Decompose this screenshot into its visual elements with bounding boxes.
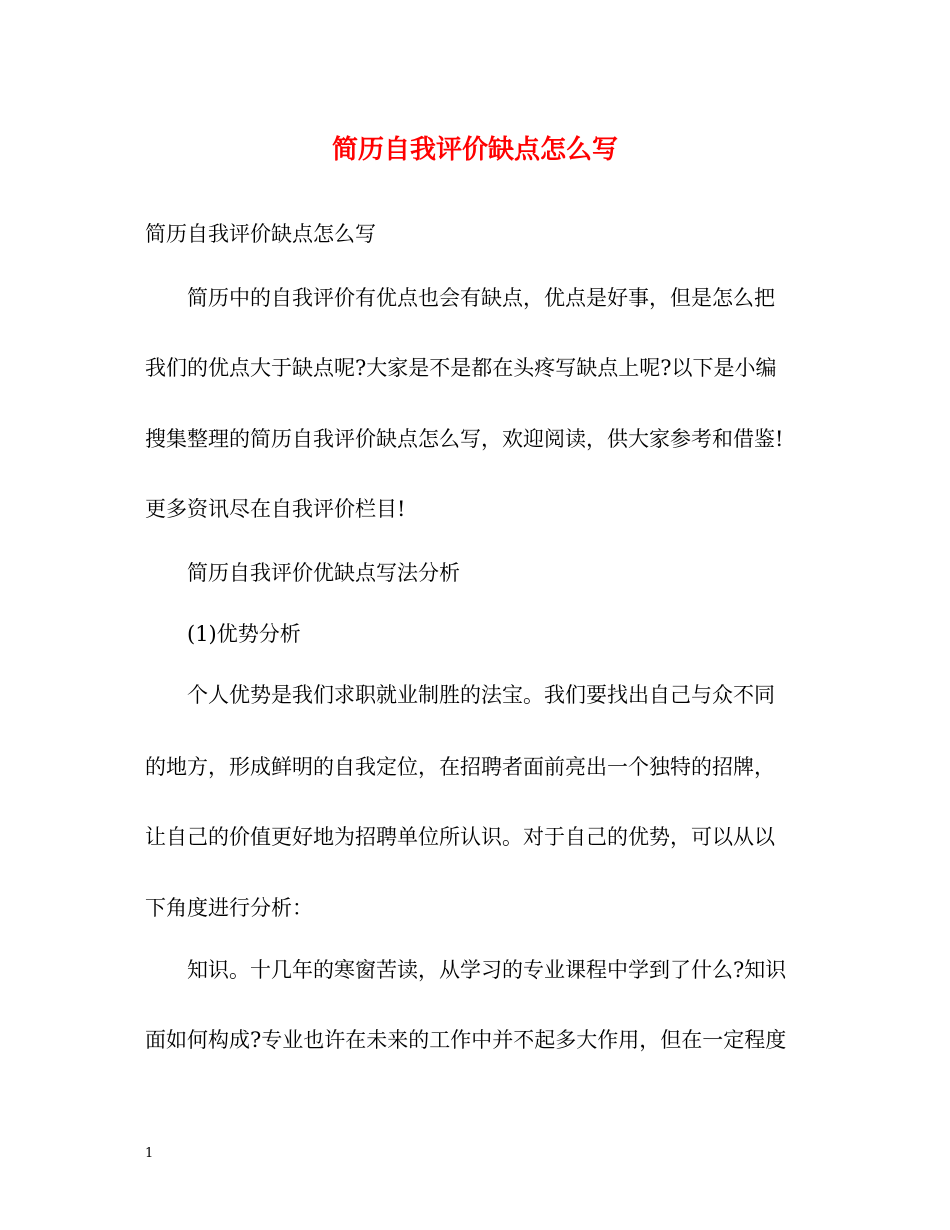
section-heading: 简历自我评价优缺点写法分析 xyxy=(187,561,460,585)
intro-line-1: 简历中的自我评价有优点也会有缺点，优点是好事，但是怎么把 xyxy=(187,286,775,310)
intro-line-4: 更多资讯尽在自我评价栏目! xyxy=(145,497,406,521)
intro-line-2: 我们的优点大于缺点呢?大家是不是都在头疼写缺点上呢?以下是小编 xyxy=(145,356,777,380)
subsection-heading: (1)优势分析 xyxy=(187,622,301,646)
advantage-line-3: 让自己的价值更好地为招聘单位所认识。对于自己的优势，可以从以 xyxy=(145,825,775,849)
advantage-line-4: 下角度进行分析： xyxy=(145,896,313,920)
document-title: 简历自我评价缺点怎么写 xyxy=(331,135,618,165)
advantage-line-1: 个人优势是我们求职就业制胜的法宝。我们要找出自己与众不同 xyxy=(187,683,775,707)
knowledge-line-1: 知识。十几年的寒窗苦读，从学习的专业课程中学到了什么?知识 xyxy=(187,958,787,982)
subtitle: 简历自我评价缺点怎么写 xyxy=(145,222,376,246)
page-number: 1 xyxy=(145,1146,154,1161)
knowledge-line-2: 面如何构成?专业也许在未来的工作中并不起多大作用，但在一定程度 xyxy=(145,1028,787,1052)
intro-line-3: 搜集整理的简历自我评价缺点怎么写，欢迎阅读，供大家参考和借鉴! xyxy=(145,427,784,451)
advantage-line-2: 的地方，形成鲜明的自我定位，在招聘者面前亮出一个独特的招牌， xyxy=(145,755,775,779)
